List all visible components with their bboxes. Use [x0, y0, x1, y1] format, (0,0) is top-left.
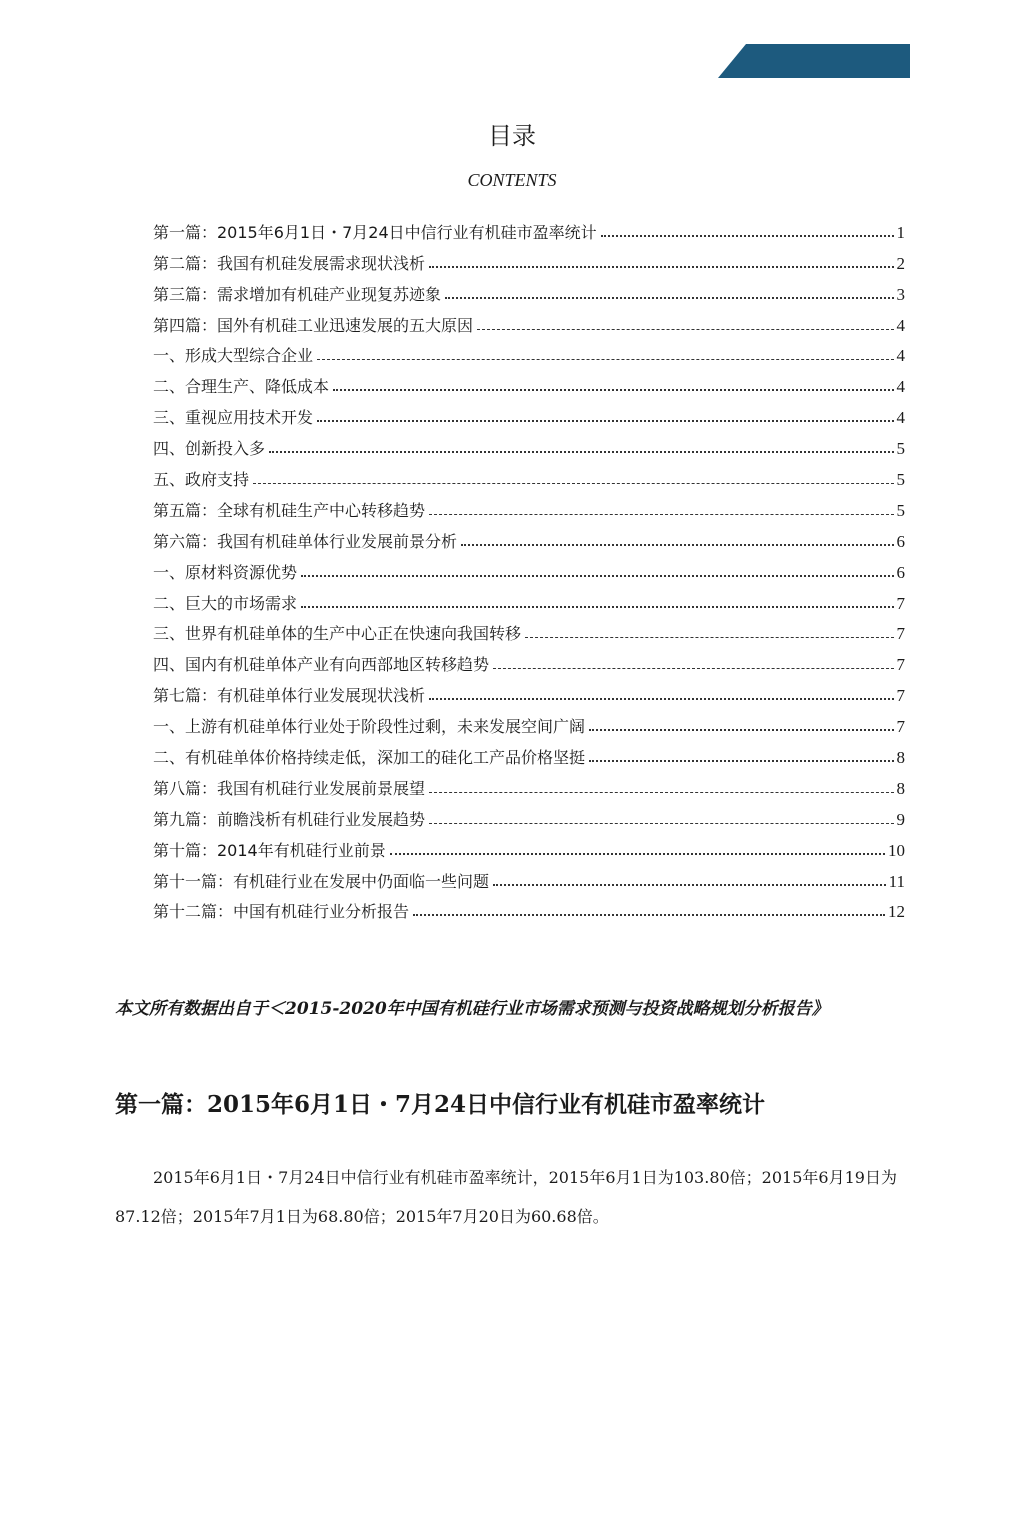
toc-entry[interactable] [153, 490, 905, 521]
toc-entry[interactable] [153, 861, 905, 892]
toc-entry[interactable] [153, 336, 905, 367]
toc-entry-page: 7 [896, 593, 905, 613]
toc-entry-page: 6 [896, 562, 905, 582]
toc-entry-title: 一、上游有机硅单体行业处于阶段性过剩，未来发展空间广阔 [153, 717, 586, 737]
section-title: 第一篇：2015年6月1日・7月24日中信行业有机硅市盈率统计 [115, 1091, 766, 1118]
toc-leader-line [493, 668, 893, 669]
toc-entry[interactable] [153, 799, 905, 830]
toc-heading: 目录 [488, 122, 536, 150]
toc-entry-title: 第十二篇：中国有机硅行业分析报告 [153, 902, 410, 922]
toc-entry[interactable] [153, 768, 905, 799]
toc-entry-page: 9 [896, 809, 905, 829]
toc-entry-page: 3 [896, 284, 905, 304]
toc-entry-page: 7 [896, 686, 905, 706]
toc-leader-line [477, 329, 893, 330]
source-note: 本文所有数据出自于＜2015-2020年中国有机硅行业市场需求预测与投资战略规划分析报告》 [115, 999, 829, 1019]
toc-leader-line [493, 884, 886, 886]
toc-entry[interactable] [153, 459, 905, 490]
toc-entry[interactable] [153, 274, 905, 305]
toc-entry[interactable] [153, 305, 905, 336]
toc-entry-page: 10 [888, 840, 905, 860]
toc-entry-page: 7 [896, 717, 905, 737]
toc-entry-title: 第十一篇：有机硅行业在发展中仍面临一些问题 [153, 871, 490, 891]
toc-entry-page: 1 [896, 222, 905, 242]
toc-leader-line [301, 575, 893, 577]
toc-entry-title: 三、世界有机硅单体的生产中心正在快速向我国转移 [153, 624, 522, 644]
toc-leader-line [317, 420, 893, 422]
toc-leader-line [429, 698, 893, 700]
toc-leader-line [301, 606, 893, 608]
toc-entry-page: 4 [896, 315, 905, 335]
toc-leader-line [253, 483, 893, 484]
toc-leader-line [461, 544, 893, 546]
toc-leader-line [429, 792, 893, 793]
toc-leader-line [601, 235, 894, 237]
toc-entry[interactable] [153, 243, 905, 274]
toc-entry-page: 5 [896, 439, 905, 459]
table-of-contents [153, 212, 905, 922]
toc-entry-page: 2 [896, 253, 905, 273]
toc-leader-line [589, 760, 893, 762]
toc-subheading: CONTENTS [467, 170, 557, 190]
toc-entry[interactable] [153, 397, 905, 428]
toc-entry-page: 8 [896, 778, 905, 798]
toc-leader-line [390, 853, 885, 855]
toc-entry[interactable] [153, 675, 905, 706]
toc-entry[interactable] [153, 830, 905, 861]
corner-decoration [718, 44, 910, 78]
section-body: 2015年6月1日・7月24日中信行业有机硅市盈率统计，2015年6月1日为103.80倍；2015年6月19日为87.12倍；2015年7月1日为68.80倍；2015年7月20日为60.68倍。 [115, 1168, 897, 1226]
toc-entry-page: 5 [896, 470, 905, 490]
toc-entry-title: 二、合理生产、降低成本 [153, 377, 330, 397]
toc-entry-title: 第五篇：全球有机硅生产中心转移趋势 [153, 500, 426, 520]
toc-entry-title: 四、创新投入多 [153, 439, 266, 459]
toc-entry[interactable] [153, 521, 905, 552]
toc-leader-line [429, 514, 893, 515]
toc-entry-title: 第十篇：2014年有机硅行业前景 [153, 840, 386, 860]
toc-leader-line [333, 389, 893, 391]
toc-entry[interactable] [153, 552, 905, 583]
toc-entry-title: 三、重视应用技术开发 [153, 408, 314, 428]
toc-entry[interactable] [153, 892, 905, 923]
toc-entry-title: 第七篇：有机硅单体行业发展现状浅析 [153, 686, 426, 706]
toc-leader-line [525, 637, 893, 638]
toc-entry[interactable] [153, 366, 905, 397]
toc-entry-page: 4 [896, 377, 905, 397]
toc-leader-line [317, 359, 893, 360]
toc-leader-line [589, 729, 893, 731]
toc-entry-title: 一、原材料资源优势 [153, 562, 298, 582]
toc-entry-page: 6 [896, 531, 905, 551]
toc-entry-title: 第八篇：我国有机硅行业发展前景展望 [153, 778, 426, 798]
toc-entry[interactable] [153, 644, 905, 675]
toc-entry-page: 7 [896, 624, 905, 644]
toc-entry-page: 12 [888, 902, 905, 922]
toc-leader-line [445, 297, 893, 299]
toc-entry[interactable] [153, 706, 905, 737]
toc-leader-line [429, 266, 893, 268]
toc-entry-page: 5 [896, 500, 905, 520]
toc-entry-title: 第六篇：我国有机硅单体行业发展前景分析 [153, 531, 458, 551]
toc-entry-page: 11 [888, 871, 905, 891]
toc-entry[interactable] [153, 212, 905, 243]
toc-entry-page: 8 [896, 748, 905, 768]
toc-entry-title: 二、有机硅单体价格持续走低，深加工的硅化工产品价格坚挺 [153, 748, 586, 768]
toc-entry-title: 第九篇：前瞻浅析有机硅行业发展趋势 [153, 809, 426, 829]
toc-entry-page: 7 [896, 655, 905, 675]
toc-entry-title: 第四篇：国外有机硅工业迅速发展的五大原因 [153, 315, 474, 335]
toc-leader-line [413, 914, 885, 916]
toc-entry-title: 一、形成大型综合企业 [153, 346, 314, 366]
toc-entry-title: 第二篇：我国有机硅发展需求现状浅析 [153, 253, 426, 273]
toc-entry[interactable] [153, 737, 905, 768]
toc-entry-page: 4 [896, 346, 905, 366]
toc-entry-title: 五、政府支持 [153, 470, 250, 490]
toc-entry[interactable] [153, 614, 905, 645]
toc-entry-title: 二、巨大的市场需求 [153, 593, 298, 613]
toc-leader-line [429, 823, 893, 824]
toc-entry[interactable] [153, 428, 905, 459]
toc-entry[interactable] [153, 583, 905, 614]
toc-entry-page: 4 [896, 408, 905, 428]
toc-entry-title: 第三篇：需求增加有机硅产业现复苏迹象 [153, 284, 442, 304]
toc-entry-title: 第一篇：2015年6月1日・7月24日中信行业有机硅市盈率统计 [153, 222, 597, 242]
toc-entry-title: 四、国内有机硅单体产业有向西部地区转移趋势 [153, 655, 490, 675]
toc-leader-line [269, 451, 893, 453]
